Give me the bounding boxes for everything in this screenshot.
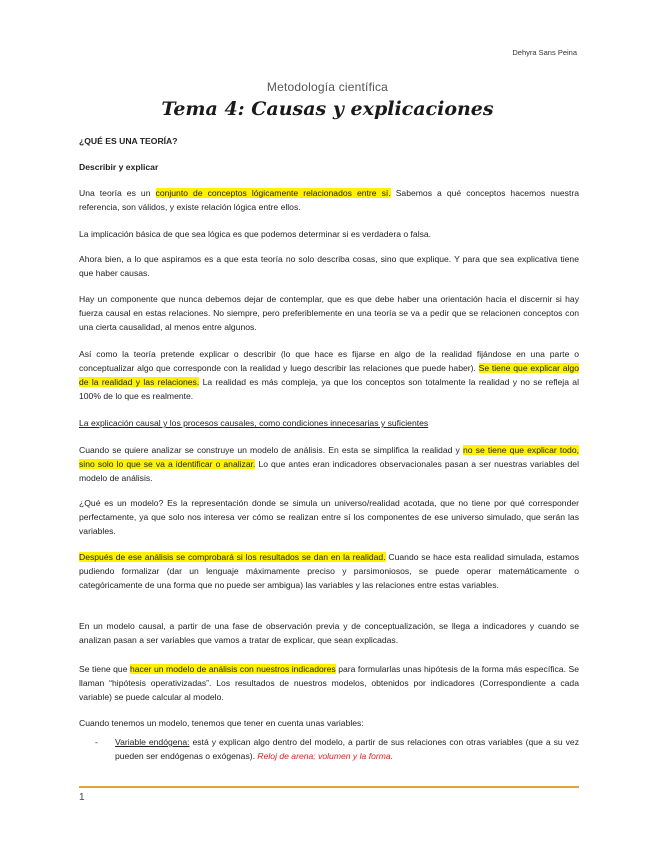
- subheading: [79, 416, 579, 430]
- p10-text-b: para formularlas unas hipótesis de la forma más específica. Se llaman “hipótesis operativizadas”. Los resultados de nuestros modelos, obtenidos por indicadores (Correspondiente a cada variable) se puede calcular al modelo.: [79, 664, 579, 702]
- subheading-text: La explicación causal y los procesos causales, como condiciones innecesarias y suficientes: [79, 418, 429, 428]
- p6-highlight: no se tiene que explicar todo, sino solo lo que se va a identificar o analizar.: [79, 445, 580, 469]
- list-term: Variable endógena:: [115, 737, 190, 747]
- subject-title: Metodología científica: [266, 80, 389, 94]
- paragraph-6: [79, 443, 579, 485]
- p7-text: ¿Qué es un modelo? Es la representación donde se simula un universo/realidad acotada, que no tiene por qué corresponder perfectamente, ya que solo nos interesa ver cómo se realizan entre sí los componentes de ese universo simulado, que serán las variables.: [79, 498, 579, 536]
- p1-text-a: Una teoría es un: [79, 188, 156, 198]
- p2-text: La implicación básica de que sea lógica es que podemos determinar si es verdadera o falsa.: [79, 229, 432, 239]
- list-item: [95, 735, 579, 763]
- p4-text: Hay un componente que nunca debemos dejar de contemplar, que es que debe haber una orientación hacia el discernir si hay fuerza causal en estas relaciones. No siempre, pero preferiblemente en una teoría se va a pedir que se relacionen conceptos con una cierta causalidad, al menos entre algunos.: [79, 294, 579, 332]
- p5-text-a: Así como la teoría pretende explicar o describir (lo que hace es fijarse en algo de la realidad fijándose en una parte o conceptualizar algo que corresponde con la realidad y luego describir las relaciones que puede haber).: [79, 349, 579, 373]
- p8-highlight: Después de ese análisis se comprobará si los resultados se dan en la realidad.: [79, 552, 386, 562]
- list-example: Reloj de arena; volumen y la forma.: [257, 751, 394, 761]
- document-title: Tema 4: Causas y explicaciones: [161, 98, 494, 120]
- page-number: 1: [79, 792, 85, 803]
- p5-highlight: Se tiene que explicar algo de la realidad y las relaciones.: [79, 363, 579, 387]
- paragraph-10: [79, 662, 579, 704]
- p6-text-b: Lo que antes eran indicadores observacionales pasan a ser nuestras variables del modelo de análisis.: [79, 459, 579, 483]
- list-bullet: -: [95, 737, 98, 747]
- p11-text: Cuando tenemos un modelo, tenemos que tener en cuenta unas variables:: [79, 718, 364, 728]
- p8-text-b: Cuando se hace esta realidad simulada, estamos pudiendo formalizar (dar un lenguaje máximamente preciso y parsimoniosos, se puede operar matemáticamente o categóricamente de una forma que no puede ser ambigua) las variables y las relaciones entre estas variables.: [79, 552, 579, 590]
- p1-text-b: Sabemos a qué conceptos hacemos nuestra referencia, son válidos, y existe relación lógica entre ellos.: [79, 188, 579, 212]
- paragraph-5: [79, 347, 579, 403]
- p5-text-b: La realidad es más compleja, ya que los conceptos son totalmente la realidad y no se refleja al 100% de lo que es realmente.: [79, 377, 579, 401]
- section-heading-describe: Describir y explicar: [79, 162, 159, 172]
- paragraph-11: [79, 716, 579, 730]
- p6-text-a: Cuando se quiere analizar se construye un modelo de análisis. En esta se simplifica la realidad y: [79, 445, 463, 455]
- p9-text: En un modelo causal, a partir de una fase de observación previa y de conceptualización, se llega a indicadores y cuando se analizan pasan a ser variables que vamos a tratar de explicar, que sean explicadas.: [79, 621, 579, 645]
- paragraph-7: [79, 496, 579, 538]
- paragraph-4: [79, 292, 579, 334]
- p1-highlight: conjunto de conceptos lógicamente relacionados entre sí.: [155, 188, 391, 198]
- author-name: Dehyra Sans Peina: [512, 48, 577, 57]
- paragraph-9: [79, 619, 579, 647]
- section-heading-theory: ¿QUÉ ES UNA TEORÍA?: [79, 136, 178, 146]
- paragraph-3: [79, 252, 579, 280]
- p10-text-a: Se tiene que: [79, 664, 130, 674]
- p10-highlight: hacer un modelo de análisis con nuestros indicadores: [129, 664, 336, 674]
- footer-divider: [79, 786, 579, 788]
- p3-text: Ahora bien, a lo que aspiramos es a que esta teoría no solo describa cosas, sino que explique. Y para que sea explicativa tiene que haber causas.: [79, 254, 579, 278]
- paragraph-1: [79, 186, 579, 214]
- paragraph-2: [79, 227, 579, 241]
- list-text: está y explican algo dentro del modelo, a partir de sus relaciones con otras variables (que a su vez pueden ser endógenas o exógenas).: [115, 737, 579, 761]
- paragraph-8: [79, 550, 579, 592]
